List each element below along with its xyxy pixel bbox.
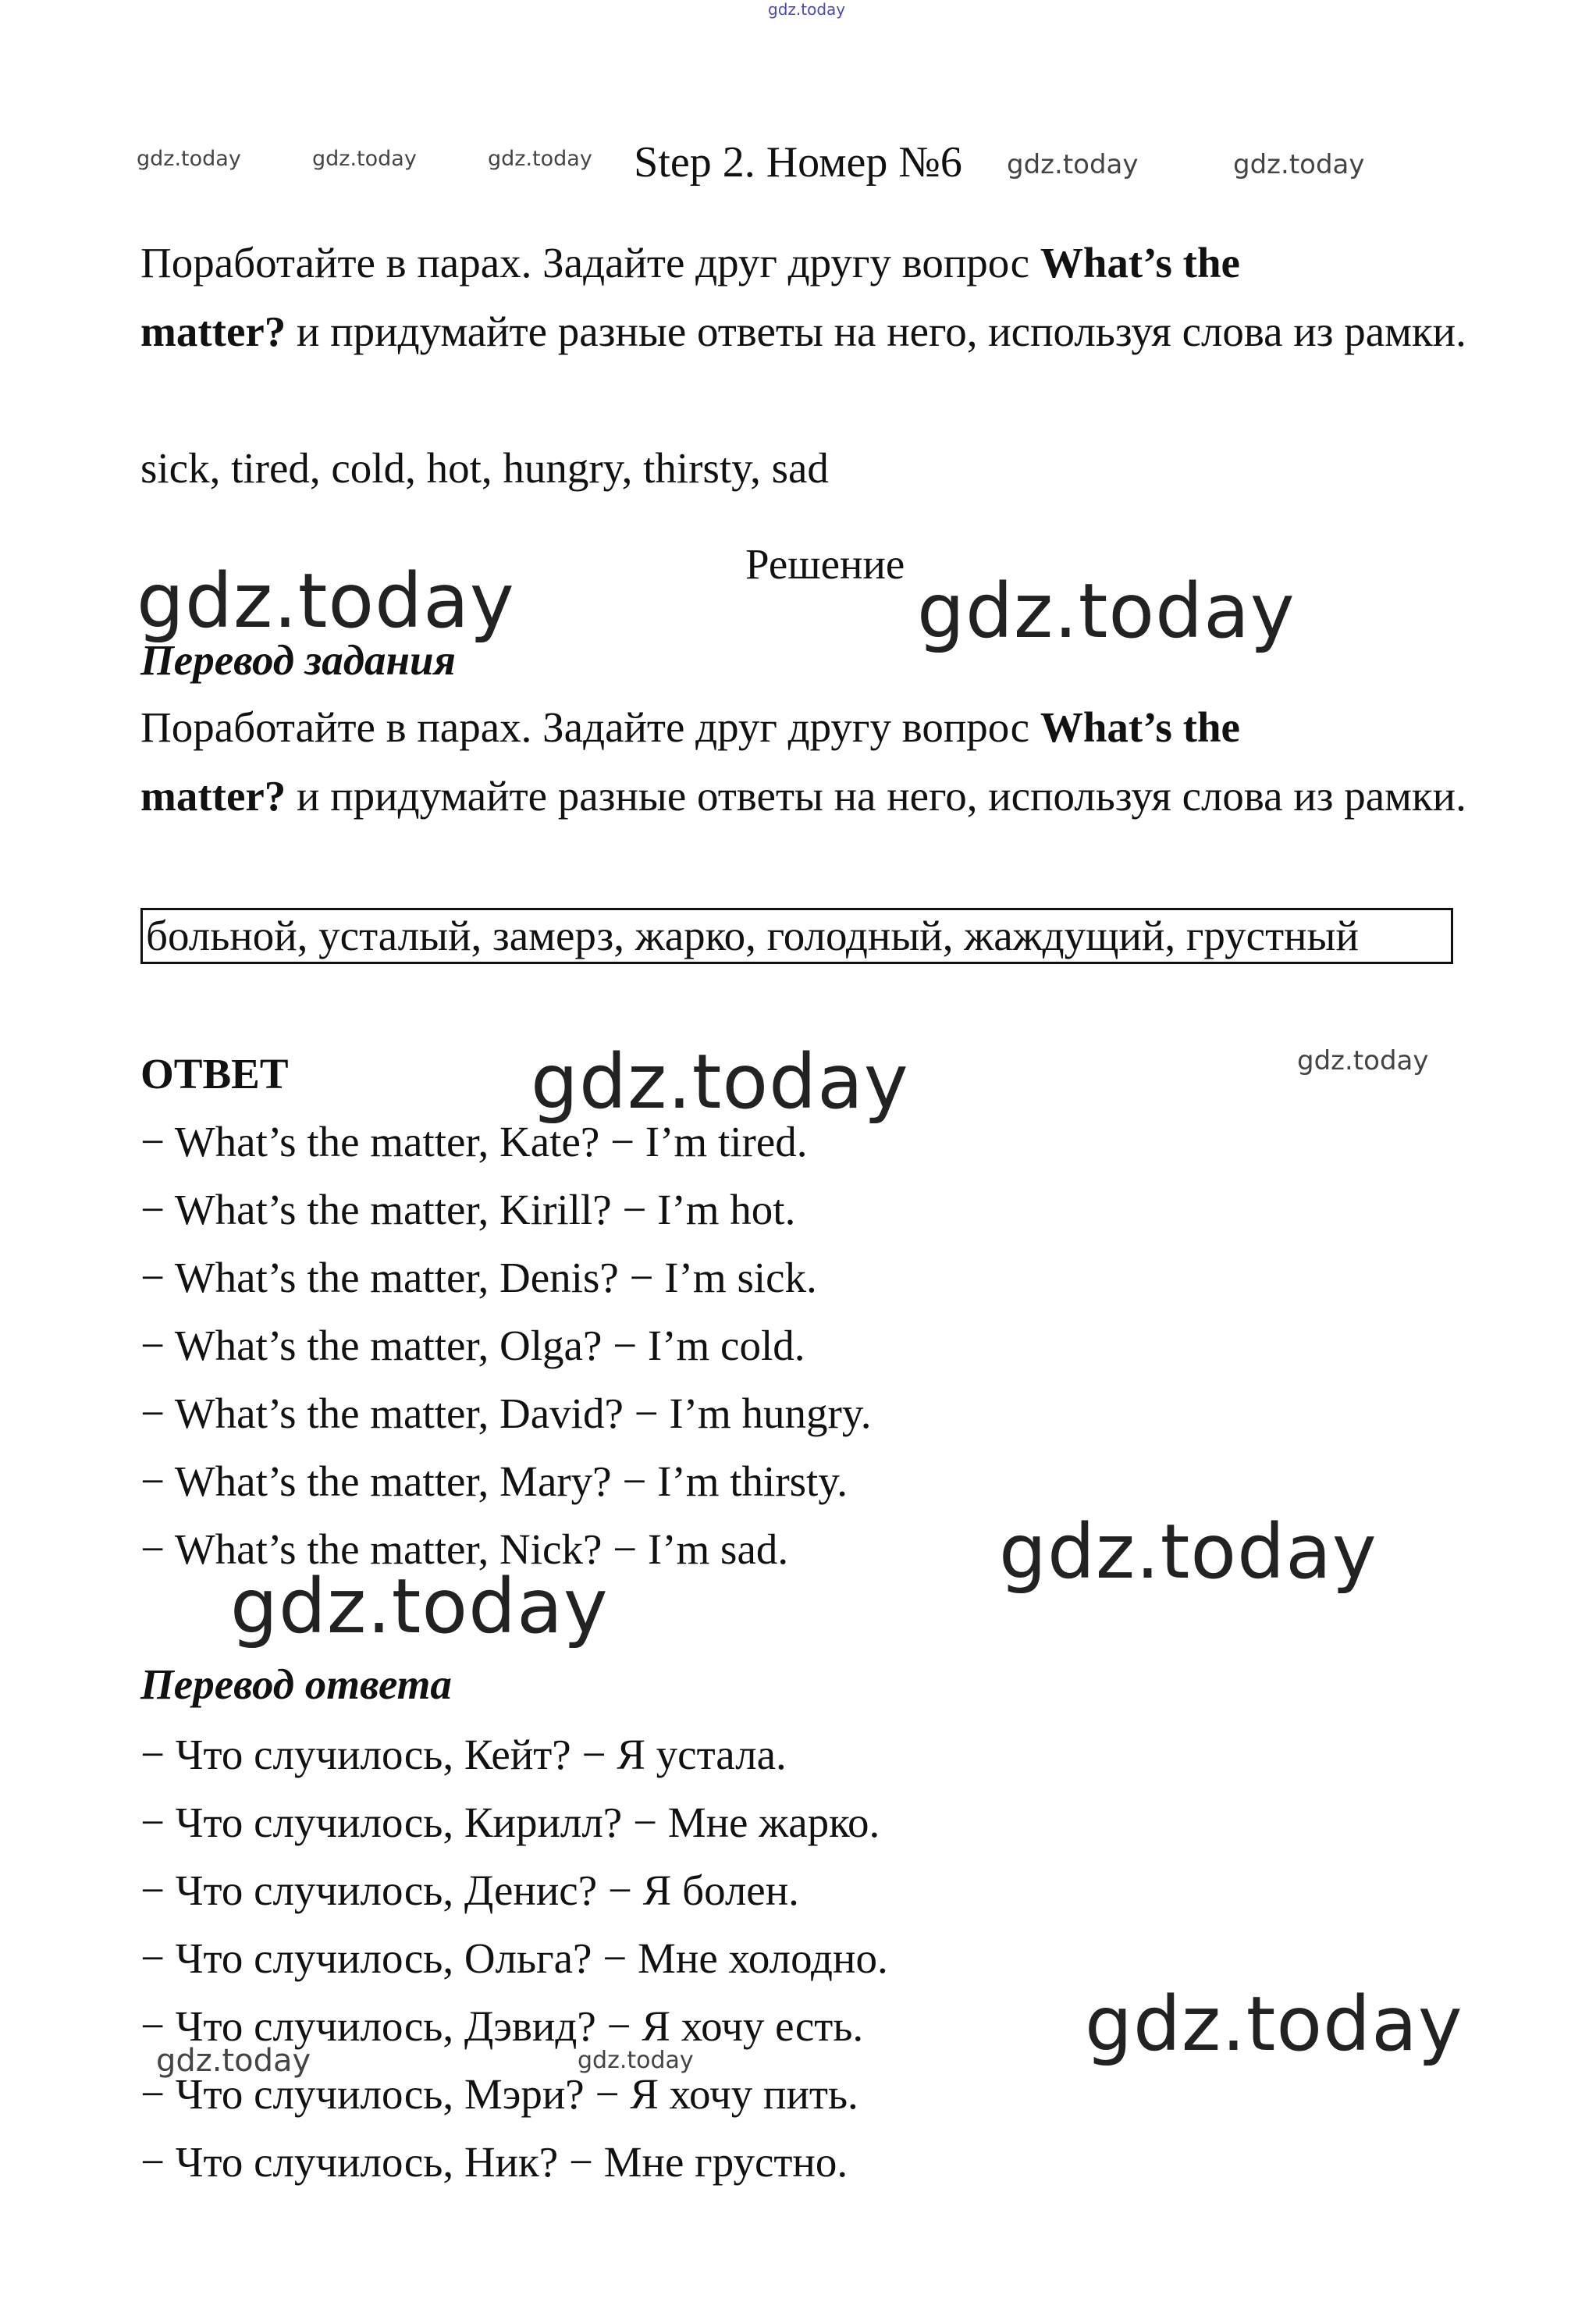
answer-translation-line: − Что случилось, Кейт? − Я устала. bbox=[140, 1731, 787, 1778]
answer-line: − What’s the matter, David? − I’m hungry. bbox=[140, 1390, 872, 1437]
watermark: gdz.today bbox=[1297, 1045, 1429, 1076]
watermark: gdz.today bbox=[488, 147, 592, 171]
watermark: gdz.today bbox=[531, 1038, 909, 1126]
answer-translation-heading: Перевод ответа bbox=[140, 1660, 452, 1708]
task-bold-phrase-1: What’s the bbox=[1040, 239, 1240, 286]
translation-bold-phrase-1: What’s the bbox=[1040, 703, 1240, 751]
watermark: gdz.today bbox=[999, 1508, 1377, 1596]
watermark: gdz.today bbox=[768, 0, 846, 19]
translation-text bbox=[140, 693, 1467, 831]
watermark: gdz.today bbox=[1085, 1980, 1463, 2068]
answer-line: − What’s the matter, Olga? − I’m cold. bbox=[140, 1322, 805, 1369]
task-text-start: Поработайте в парах. Задайте друг другу вопрос bbox=[140, 239, 1040, 286]
solution-label: Решение bbox=[745, 540, 905, 588]
translation-text-start: Поработайте в парах. Задайте друг другу вопрос bbox=[140, 703, 1040, 751]
answer-translation-line: − Что случилось, Ник? − Мне грустно. bbox=[140, 2138, 848, 2186]
boxed-word-list: больной, усталый, замерз, жарко, голодный, жаждущий, грустный bbox=[140, 908, 1453, 964]
answer-translation-line: − Что случилось, Денис? − Я болен. bbox=[140, 1866, 799, 1914]
answer-line: − What’s the matter, Kate? − I’m tired. bbox=[140, 1118, 808, 1165]
task-text-end: и придумайте разные ответы на него, используя слова из рамки. bbox=[286, 308, 1466, 355]
answer-translation-line: − Что случилось, Кирилл? − Мне жарко. bbox=[140, 1799, 880, 1846]
word-list: sick, tired, cold, hot, hungry, thirsty, sad bbox=[140, 444, 829, 492]
watermark: gdz.today bbox=[137, 147, 241, 171]
answer-line: − What’s the matter, Nick? − I’m sad. bbox=[140, 1525, 789, 1573]
page-title: Step 2. Номер №6 bbox=[634, 138, 962, 187]
answer-translation-line: − Что случилось, Ольга? − Мне холодно. bbox=[140, 1934, 888, 1982]
translation-heading: Перевод задания bbox=[140, 636, 456, 684]
watermark: gdz.today bbox=[156, 2043, 311, 2079]
answer-line: − What’s the matter, Mary? − I’m thirsty. bbox=[140, 1457, 848, 1505]
translation-text-end: и придумайте разные ответы на него, используя слова из рамки. bbox=[286, 772, 1466, 820]
task-text bbox=[140, 229, 1467, 366]
watermark: gdz.today bbox=[1233, 149, 1365, 180]
task-bold-phrase-2: matter? bbox=[140, 308, 286, 355]
translation-bold-phrase-2: matter? bbox=[140, 772, 286, 820]
watermark: gdz.today bbox=[137, 557, 515, 645]
watermark: gdz.today bbox=[230, 1563, 609, 1650]
answer-translation-line: − Что случилось, Дэвид? − Я хочу есть. bbox=[140, 2002, 864, 2050]
answer-heading: ОТВЕТ bbox=[140, 1050, 289, 1098]
watermark: gdz.today bbox=[312, 147, 417, 171]
answer-line: − What’s the matter, Denis? − I’m sick. bbox=[140, 1254, 817, 1301]
watermark: gdz.today bbox=[578, 2047, 694, 2074]
watermark: gdz.today bbox=[917, 568, 1296, 655]
watermark: gdz.today bbox=[1007, 149, 1139, 180]
answer-translation-line: − Что случилось, Мэри? − Я хочу пить. bbox=[140, 2070, 858, 2118]
answer-line: − What’s the matter, Kirill? − I’m hot. bbox=[140, 1186, 796, 1233]
